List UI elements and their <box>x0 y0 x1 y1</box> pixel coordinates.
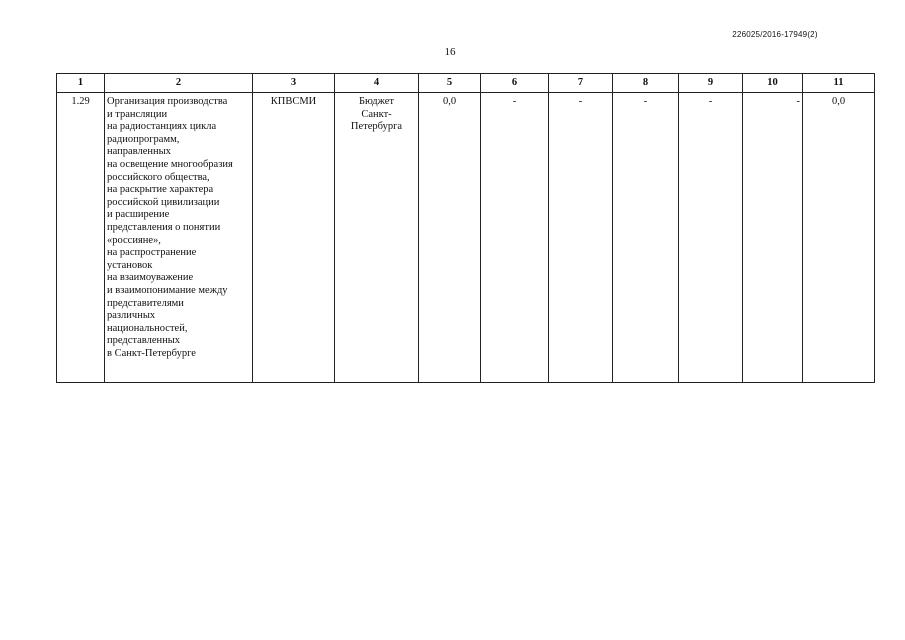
table-header-row <box>57 74 875 93</box>
activity-name-line: на распространение <box>107 247 197 259</box>
activity-name-line: в Санкт-Петербурге <box>107 347 196 359</box>
activity-name-line: установок <box>107 259 153 271</box>
activity-name-line: российского общества, <box>107 171 210 183</box>
activity-name <box>105 93 253 383</box>
document-id: 226025/2016-17949(2) <box>732 30 818 39</box>
value-cell-5: 0,0 <box>419 93 481 383</box>
funding-source-line: Петербурга <box>350 121 403 133</box>
column-header: 6 <box>481 74 549 93</box>
column-header: 1 <box>57 74 105 93</box>
activity-name-line: на радиостанциях цикла <box>107 121 217 133</box>
activity-name-line: «россияне», <box>107 234 161 246</box>
activity-name-line: направленных <box>107 146 171 158</box>
column-header: 8 <box>613 74 679 93</box>
funding-source-line: Санкт- <box>361 108 392 120</box>
column-header: 10 <box>743 74 803 93</box>
funding-source-cell <box>335 93 419 383</box>
activity-name-line: национальностей, <box>107 322 188 334</box>
program-table <box>56 73 875 383</box>
value-cell-10: - <box>743 93 803 383</box>
column-header: 4 <box>335 74 419 93</box>
column-header: 11 <box>803 74 875 93</box>
column-header: 9 <box>679 74 743 93</box>
activity-name-line: и расширение <box>107 209 170 221</box>
activity-name-line: различных <box>107 310 156 322</box>
activity-name-line: и взаимопонимание между <box>107 284 228 296</box>
activity-name-line: представленных <box>107 335 181 347</box>
value-cell-11: 0,0 <box>803 93 875 383</box>
activity-name-line: на взаимоуважение <box>107 272 194 284</box>
activity-name-line: на освещение многообразия <box>107 158 233 170</box>
activity-name-line: российской цивилизации <box>107 196 220 208</box>
table-row <box>57 93 875 383</box>
column-header: 7 <box>549 74 613 93</box>
page-number: 16 <box>444 46 456 58</box>
activity-name-line: представителями <box>107 297 184 309</box>
value-cell-9: - <box>679 93 743 383</box>
column-header: 3 <box>253 74 335 93</box>
activity-name-line: на раскрытие характера <box>107 184 214 196</box>
value-cell-8: - <box>613 93 679 383</box>
activity-name-line: радиопрограмм, <box>107 133 180 145</box>
executor-cell: КПВСМИ <box>253 93 335 383</box>
activity-name-line: Организация производства <box>107 96 228 107</box>
activity-name-line: и трансляции <box>107 108 168 120</box>
value-cell-7: - <box>549 93 613 383</box>
value-cell-6: - <box>481 93 549 383</box>
activity-name-line: представления о понятии <box>107 221 221 233</box>
column-header: 5 <box>419 74 481 93</box>
column-header: 2 <box>105 74 253 93</box>
row-number: 1.29 <box>57 93 105 383</box>
funding-source-line: Бюджет <box>358 96 395 107</box>
